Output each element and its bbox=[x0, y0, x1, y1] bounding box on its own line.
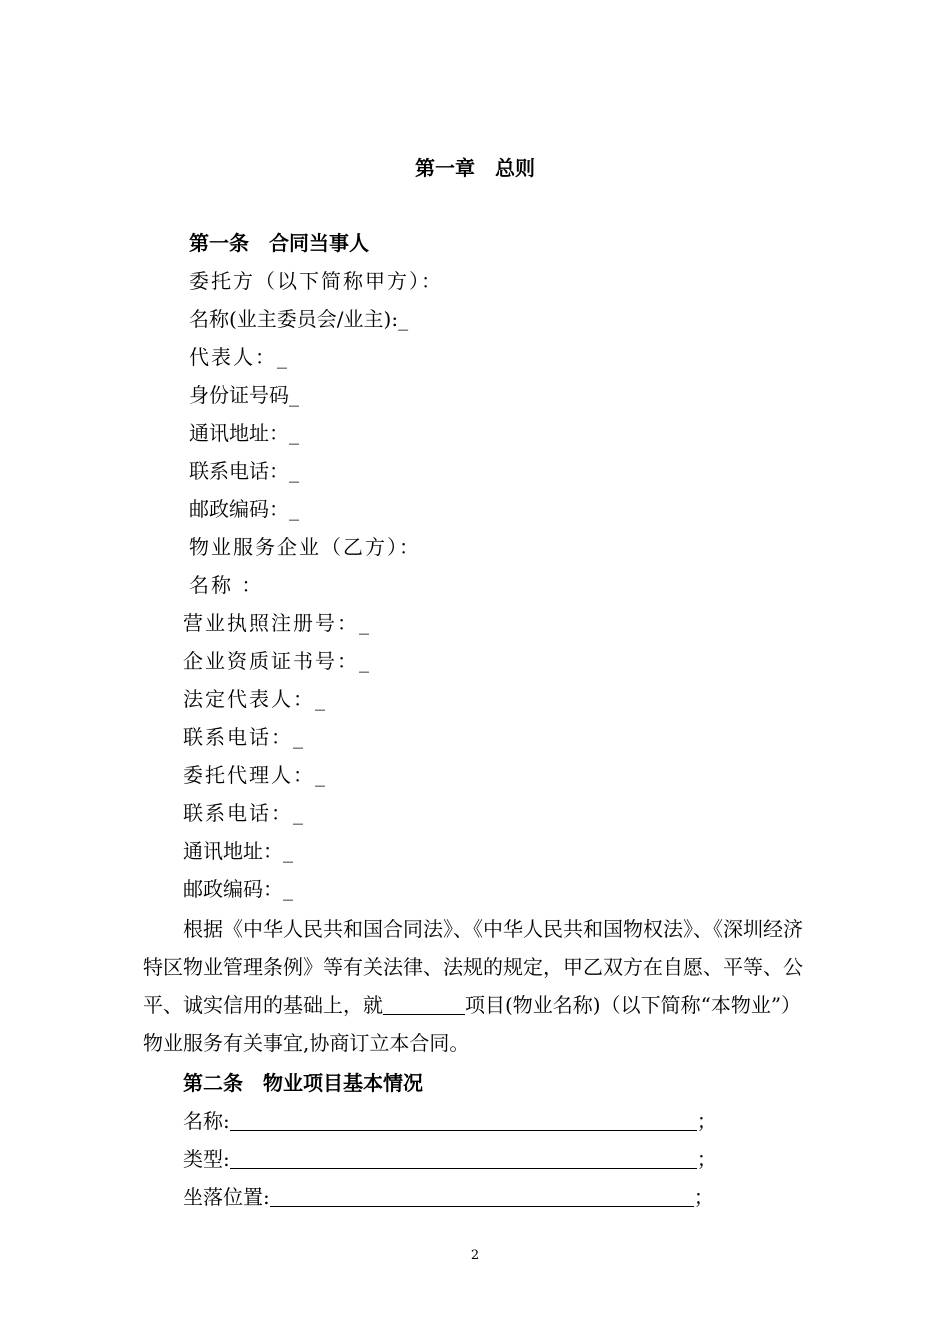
party-a-line: 联系电话：_ bbox=[189, 459, 299, 483]
party-b-line: 营业执照注册号：_ bbox=[183, 611, 371, 635]
party-b-line: 法定代表人：_ bbox=[183, 687, 327, 711]
party-b-line: 委托代理人：_ bbox=[183, 763, 327, 787]
party-a-line: 邮政编码：_ bbox=[189, 497, 299, 521]
party-b-line: 企业资质证书号：_ bbox=[183, 649, 371, 673]
party-a-line: 名称(业主委员会/业主):_ bbox=[189, 307, 409, 331]
field-row-type bbox=[183, 1145, 717, 1173]
type-blank[interactable] bbox=[230, 1148, 697, 1169]
field-label: 名称: bbox=[183, 1109, 230, 1133]
location-blank[interactable] bbox=[270, 1186, 694, 1207]
field-end: ； bbox=[696, 1147, 717, 1171]
party-a-line: 代表人：_ bbox=[189, 345, 289, 369]
paragraph-text-part1: 根据《中华人民共和国合同法》、《中华人民共和国物权法》、《深圳经济特区物业管理条例》等有关法律、法规的规定，甲乙双方在自愿、平等、公平、诚实信用的基础上，就 bbox=[143, 917, 803, 1017]
party-b-line: 通讯地址：_ bbox=[183, 839, 293, 863]
party-a-line: 委托方（以下简称甲方）： bbox=[189, 269, 443, 293]
party-a-line: 通讯地址：_ bbox=[189, 421, 299, 445]
field-end: ； bbox=[693, 1185, 714, 1209]
article2-heading: 第二条 物业项目基本情况 bbox=[183, 1071, 423, 1095]
contract-basis-paragraph bbox=[143, 910, 809, 1062]
party-b-line: 联系电话：_ bbox=[183, 725, 305, 749]
name-blank[interactable] bbox=[230, 1110, 697, 1131]
field-end: ； bbox=[696, 1109, 717, 1133]
field-label: 类型: bbox=[183, 1147, 230, 1171]
party-b-line: 邮政编码：_ bbox=[183, 877, 293, 901]
party-b-name: 名称 ： bbox=[189, 573, 264, 597]
field-row-name bbox=[183, 1107, 717, 1135]
chapter-title: 第一章 总则 bbox=[415, 156, 535, 180]
field-label: 坐落位置: bbox=[183, 1185, 270, 1209]
party-b-line: 联系电话：_ bbox=[183, 801, 305, 825]
article1-heading: 第一条 合同当事人 bbox=[189, 231, 369, 255]
page-number: 2 bbox=[470, 1248, 480, 1263]
party-b-intro: 物业服务企业（乙方）： bbox=[189, 535, 421, 559]
paragraph-text-part2: 项目(物业名称)（以下简称“本物业”）物业服务有关事宜,协商订立本合同。 bbox=[143, 993, 802, 1055]
party-a-line: 身份证号码_ bbox=[189, 383, 299, 407]
project-name-blank[interactable] bbox=[383, 994, 465, 1015]
field-row-location bbox=[183, 1183, 714, 1211]
